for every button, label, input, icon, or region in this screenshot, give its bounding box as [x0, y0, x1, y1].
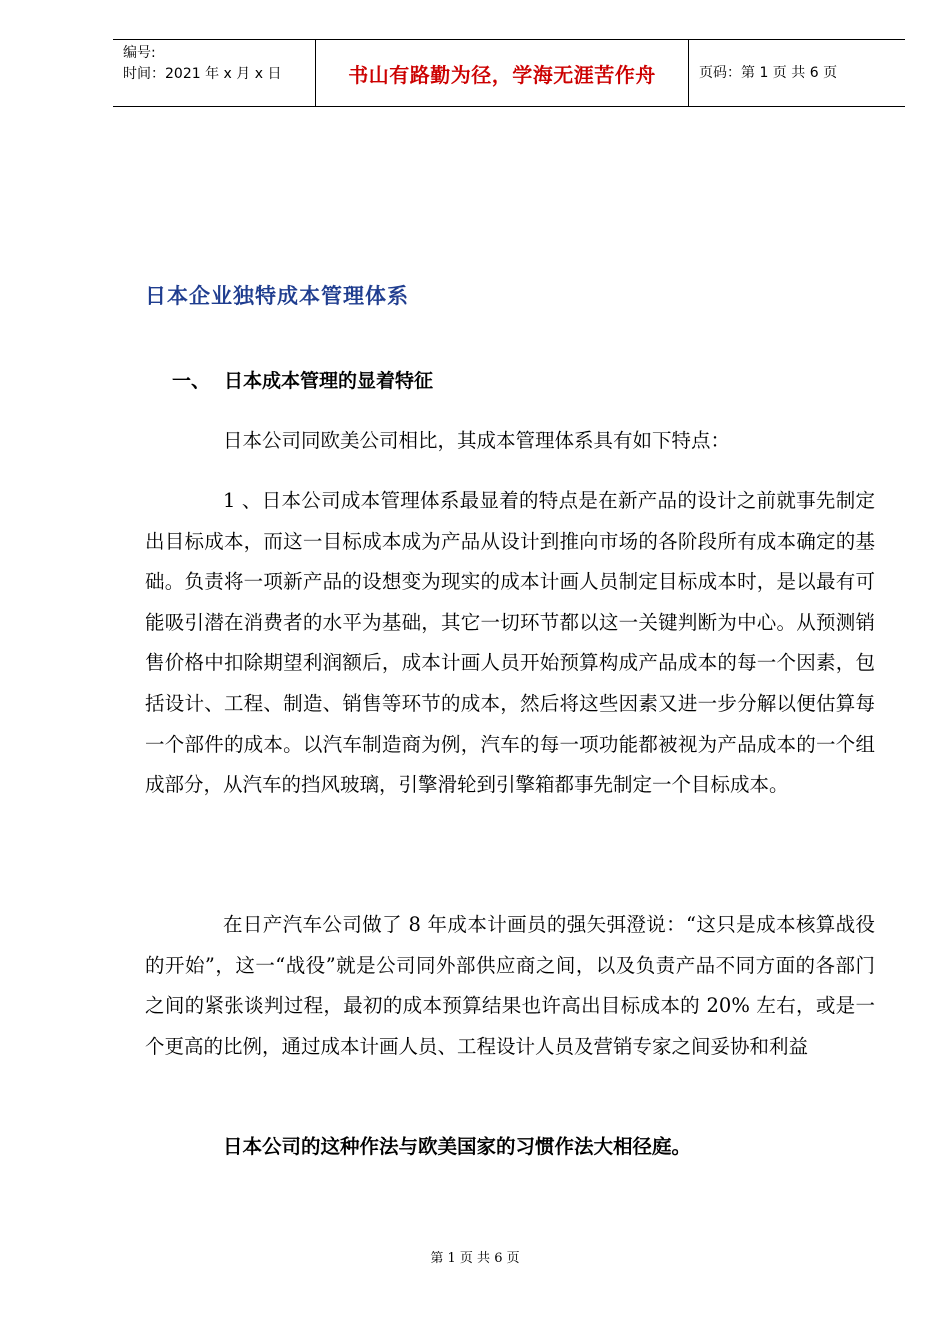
section-title: 日本成本管理的显着特征	[224, 370, 434, 392]
document-title: 日本企业独特成本管理体系	[145, 284, 409, 308]
document-time-label: 时间：2021 年 x 月 x 日	[123, 66, 282, 82]
header-motto-cell	[316, 40, 689, 106]
document-header	[113, 39, 905, 107]
document-number-label: 编号:	[123, 45, 156, 61]
section-heading	[172, 366, 433, 393]
section-number: 一、	[172, 370, 211, 392]
header-page-cell	[689, 40, 905, 106]
page-footer: 第 1 页 共 6 页	[430, 1251, 520, 1266]
header-motto: 书山有路勤为径，学海无涯苦作舟	[348, 62, 656, 87]
emphasis-line: 日本公司的这种作法与欧美国家的习惯作法大相径庭。	[223, 1135, 692, 1158]
body-paragraph-2: 在日产汽车公司做了 8 年成本计画员的强矢弭澄说：“这只是成本核算战役的开始”，这一“战役”就是公司同外部供应商之间，以及负责产品不同方面的各部门之间的紧张谈判过程，最初的成本预算结果也许高出目标成本的 20% 左右，或是一个更高的比例，通过成本计画人员、工程设计人员及营销专家之间妥协和利益	[145, 913, 875, 1058]
header-page-info: 页码：第 1 页 共 6 页	[699, 64, 838, 81]
body-paragraph-1: 1 、日本公司成本管理体系最显着的特点是在新产品的设计之前就事先制定出目标成本，而这一目标成本成为产品从设计到推向市场的各阶段所有成本确定的基础。负责将一项新产品的设想变为现实的成本计画人员制定目标成本时，是以最有可能吸引潜在消费者的水平为基础，其它一切环节都以这一关键判断为中心。从预测销售价格中扣除期望利润额后，成本计画人员开始预算构成产品成本的每一个因素，包括设计、工程、制造、销售等环节的成本，然后将这些因素又进一步分解以便估算每一个部件的成本。以汽车制造商为例，汽车的每一项功能都被视为产品成本的一个组成部分，从汽车的挡风玻璃，引擎滑轮到引擎箱都事先制定一个目标成本。	[145, 489, 875, 797]
header-meta	[113, 40, 316, 106]
intro-paragraph: 日本公司同欧美公司相比，其成本管理体系具有如下特点：	[223, 429, 731, 452]
